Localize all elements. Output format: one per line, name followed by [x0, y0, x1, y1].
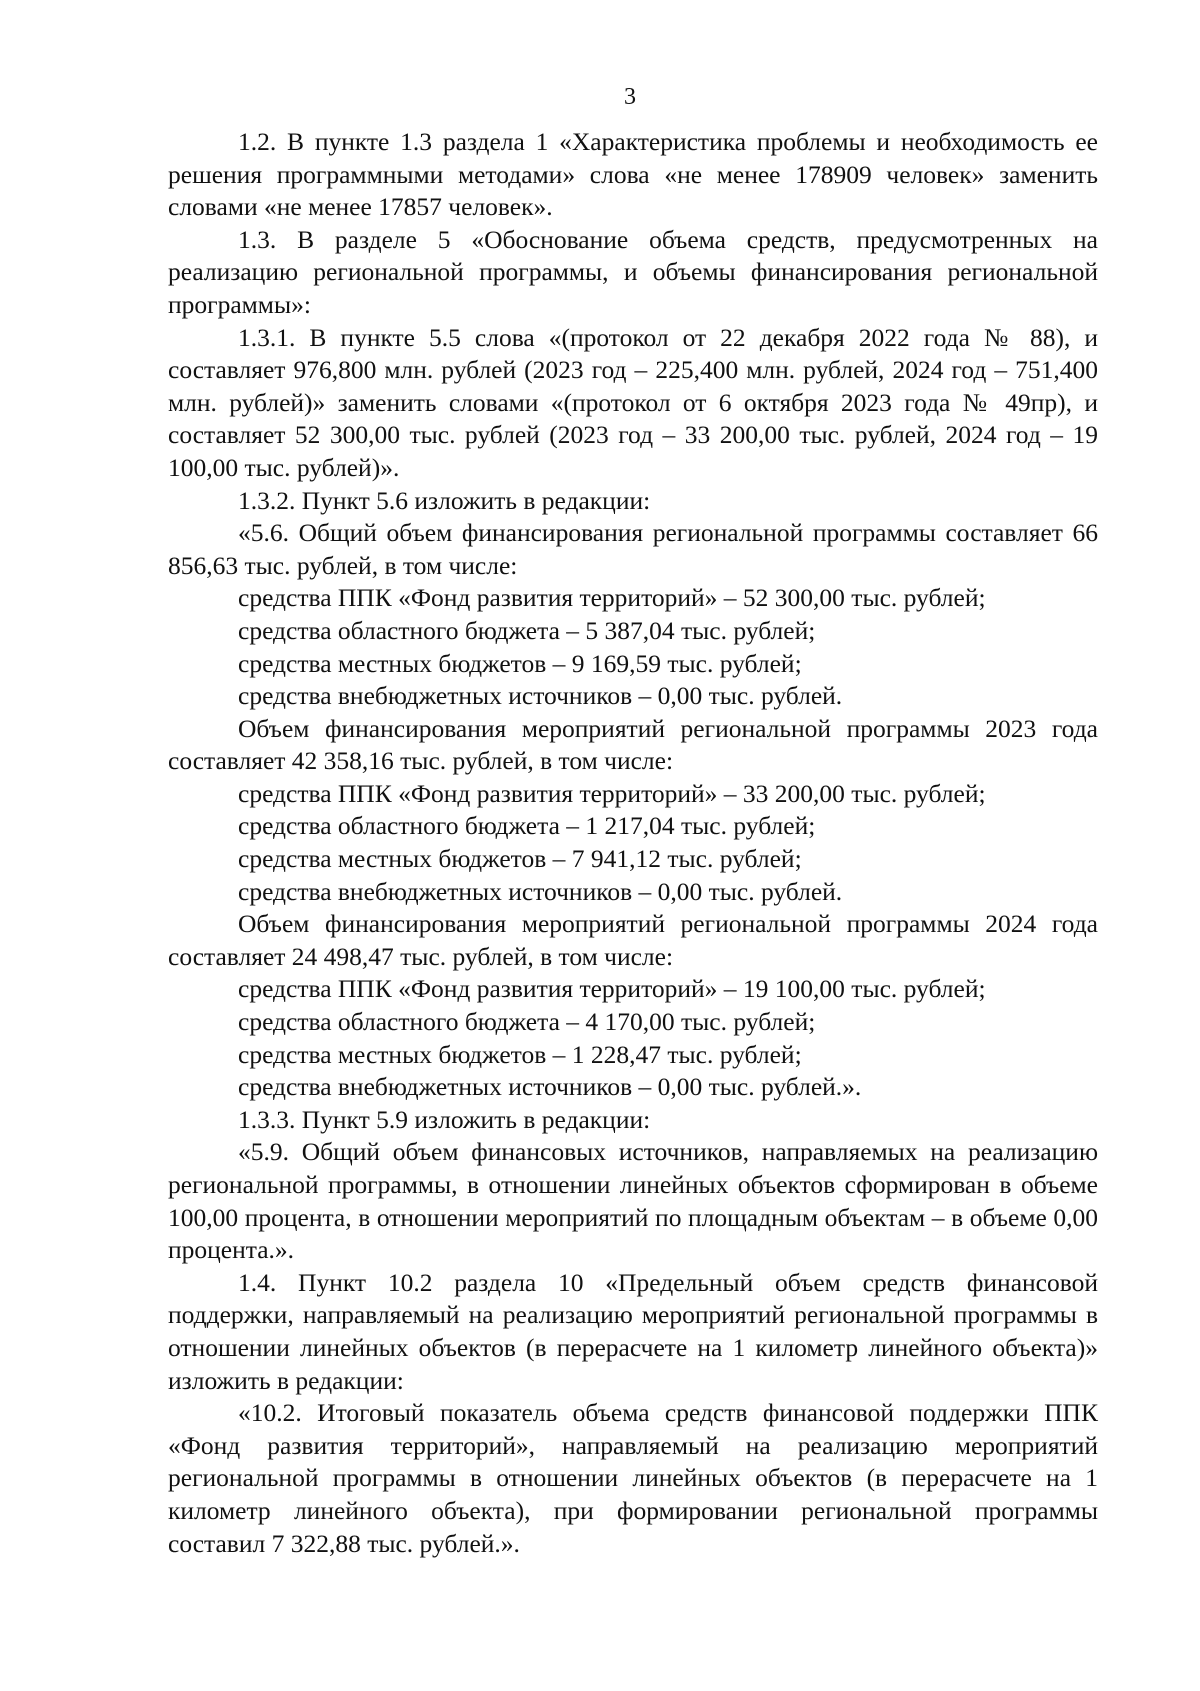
list-item: средства внебюджетных источников – 0,00 тыс. рублей.: [238, 876, 843, 906]
paragraph-1-3-2: 1.3.2. Пункт 5.6 изложить в редакции:: [238, 485, 651, 515]
paragraph-2024-volume: Объем финансирования мероприятий региональной программы 2024 года составляет 24 498,47 тыс. рублей, в том числе:: [168, 909, 1098, 971]
list-item: средства ППК «Фонд развития территорий» – 52 300,00 тыс. рублей;: [238, 583, 986, 613]
list-item: средства ППК «Фонд развития территорий» – 33 200,00 тыс. рублей;: [238, 778, 986, 808]
paragraph-1-2: 1.2. В пункте 1.3 раздела 1 «Характеристика проблемы и необходимость ее решения программными методами» слова «не менее 178909 человек» заменить словами «не менее 17857 человек».: [168, 127, 1098, 222]
paragraph-5-9: «5.9. Общий объем финансовых источников, направляемых на реализацию региональной программы, в отношении линейных объектов сформирован в объеме 100,00 процента, в отношении мероприятий по площадным объектам – в объеме 0,00 процента.».: [168, 1137, 1098, 1265]
list-item: средства местных бюджетов – 7 941,12 тыс. рублей;: [238, 844, 802, 874]
paragraph-1-3-3: 1.3.3. Пункт 5.9 изложить в редакции:: [238, 1104, 651, 1134]
paragraph-5-6-total: «5.6. Общий объем финансирования региональной программы составляет 66 856,63 тыс. рублей, в том числе:: [168, 518, 1098, 580]
page-number: 3: [624, 84, 636, 110]
list-item: средства внебюджетных источников – 0,00 тыс. рублей.: [238, 681, 843, 711]
list-item: средства областного бюджета – 4 170,00 тыс. рублей;: [238, 1007, 816, 1037]
paragraph-1-3-1: 1.3.1. В пункте 5.5 слова «(протокол от 22 декабря 2022 года № 88), и составляет 976,800 млн. рублей (2023 год – 225,400 млн. рублей, 2024 год – 751,400 млн. рублей)» заменить словами «(протокол от 6 октября 2023 года № 49пр), и составляет 52 300,00 тыс. рублей (2023 год – 33 200,00 тыс. рублей, 2024 год – 19 100,00 тыс. рублей)».: [168, 322, 1098, 482]
paragraph-10-2: «10.2. Итоговый показатель объема средств финансовой поддержки ППК «Фонд развития территорий», направляемый на реализацию мероприятий региональной программы в отношении линейных объектов (в перерасчете на 1 километр линейного объекта), при формировании региональной программы составил 7 322,88 тыс. рублей.».: [168, 1398, 1098, 1558]
list-item: средства местных бюджетов – 1 228,47 тыс. рублей;: [238, 1039, 802, 1069]
list-item: средства ППК «Фонд развития территорий» – 19 100,00 тыс. рублей;: [238, 974, 986, 1004]
list-item: средства областного бюджета – 5 387,04 тыс. рублей;: [238, 615, 816, 645]
list-item: средства местных бюджетов – 9 169,59 тыс. рублей;: [238, 648, 802, 678]
paragraph-1-4: 1.4. Пункт 10.2 раздела 10 «Предельный объем средств финансовой поддержки, направляемый на реализацию мероприятий региональной программы в отношении линейных объектов (в перерасчете на 1 километр линейного объекта)» изложить в редакции:: [168, 1267, 1098, 1395]
list-item: средства областного бюджета – 1 217,04 тыс. рублей;: [238, 811, 816, 841]
paragraph-1-3: 1.3. В разделе 5 «Обоснование объема средств, предусмотренных на реализацию региональной программы, и объемы финансирования региональной программы»:: [168, 224, 1098, 319]
list-item: средства внебюджетных источников – 0,00 тыс. рублей.».: [238, 1072, 862, 1102]
document-body: [168, 126, 1098, 1560]
paragraph-2023-volume: Объем финансирования мероприятий региональной программы 2023 года составляет 42 358,16 тыс. рублей, в том числе:: [168, 713, 1098, 776]
